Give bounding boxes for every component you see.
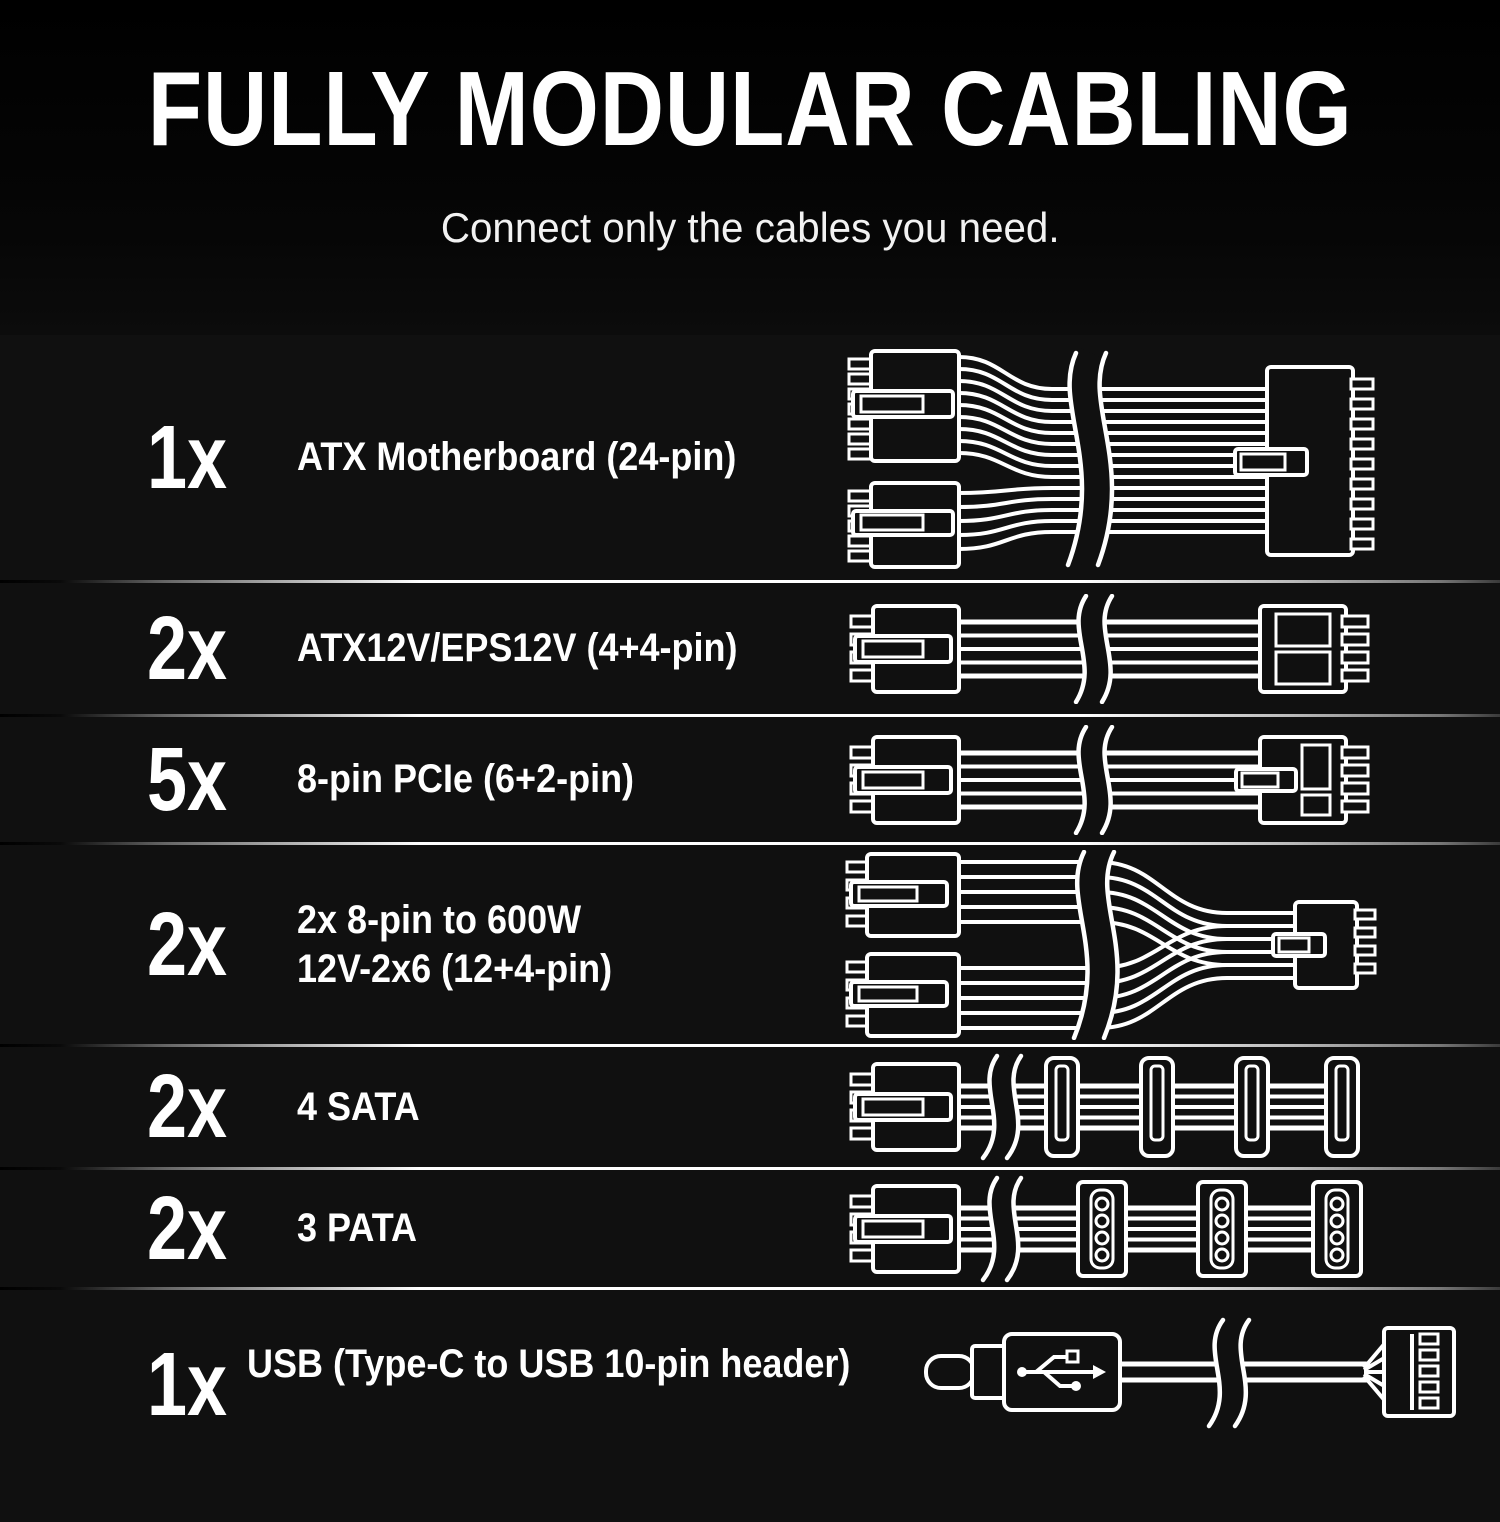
sata-connector (1046, 1058, 1078, 1156)
header (0, 0, 1500, 335)
cable-break-mark (1076, 596, 1112, 702)
cable-label: USB (Type-C to USB 10-pin header) (247, 1342, 851, 1386)
cable-illustration (837, 850, 1382, 1040)
left-connector-bottom (849, 483, 959, 567)
cable-illustration (837, 1174, 1382, 1284)
atx-24pin-cable-icon (837, 343, 1382, 573)
left-connector (851, 1064, 959, 1150)
sata-connector (1236, 1058, 1268, 1156)
cable-break-mark (1074, 852, 1118, 1038)
cable-qty: 5x (147, 729, 228, 830)
sata-cable-icon (837, 1052, 1382, 1162)
cable-illustration (837, 343, 1382, 573)
cable-label: ATX Motherboard (24-pin) (297, 435, 737, 480)
cable-label: 4 SATA (297, 1084, 420, 1129)
cable-row-pcie (0, 717, 1500, 842)
pcie-8pin-cable-icon (837, 725, 1382, 835)
cable-break-mark (1209, 1320, 1249, 1426)
cable-list (0, 335, 1500, 1522)
pata-cable-icon (837, 1174, 1382, 1284)
12v-2x6-cable-icon (837, 850, 1382, 1040)
pata-connector (1198, 1182, 1246, 1276)
cable-illustration (918, 1312, 1463, 1432)
right-connector-6plus2 (1236, 737, 1368, 823)
pata-connector (1313, 1182, 1361, 1276)
usb-type-c-header-cable-icon (918, 1312, 1463, 1432)
cable-row-pata (0, 1170, 1500, 1287)
cable-qty: 2x (147, 1178, 228, 1279)
cable-label: ATX12V/EPS12V (4+4-pin) (297, 626, 738, 671)
left-connector (851, 737, 959, 823)
cable-row-usb (0, 1290, 1500, 1522)
usb-10pin-header (1384, 1328, 1454, 1416)
cable-row-12v-2x6 (0, 845, 1500, 1044)
right-connector-4plus4 (1260, 606, 1368, 692)
pata-connector (1078, 1182, 1126, 1276)
cable-illustration (837, 725, 1382, 835)
atx12v-eps12v-cable-icon (837, 594, 1382, 704)
wire-bundle (959, 357, 1267, 549)
cable-qty: 1x (147, 1335, 228, 1435)
sata-connector (1326, 1058, 1358, 1156)
left-connector-top (847, 854, 959, 936)
cable-row-sata (0, 1047, 1500, 1167)
cable-qty: 2x (147, 598, 228, 699)
cable-illustration (837, 1052, 1382, 1162)
cable-break-mark (1076, 727, 1112, 833)
page-title: FULLY MODULAR CABLING (147, 50, 1353, 168)
left-connector (851, 1186, 959, 1272)
wire-bundle (959, 862, 1295, 1028)
cable-label: 3 PATA (297, 1206, 418, 1251)
cable-row-atx-motherboard (0, 335, 1500, 580)
cable-qty: 1x (147, 407, 228, 508)
cable-row-atx12v-eps12v (0, 583, 1500, 714)
cable-label: 8-pin PCIe (6+2-pin) (297, 757, 635, 802)
left-connector (851, 606, 959, 692)
cable-label: 2x 8-pin to 600W 12V-2x6 (12+4-pin) (297, 897, 613, 991)
cable-illustration (837, 594, 1382, 704)
page-subtitle: Connect only the cables you need. (440, 204, 1060, 251)
sata-connector (1141, 1058, 1173, 1156)
right-connector-24pin (1235, 367, 1373, 555)
cable-qty: 2x (147, 894, 228, 995)
cable-qty: 2x (147, 1057, 228, 1157)
usb-type-c-plug (926, 1334, 1120, 1410)
left-connector-top (849, 351, 959, 461)
left-connector-bottom (847, 954, 959, 1036)
